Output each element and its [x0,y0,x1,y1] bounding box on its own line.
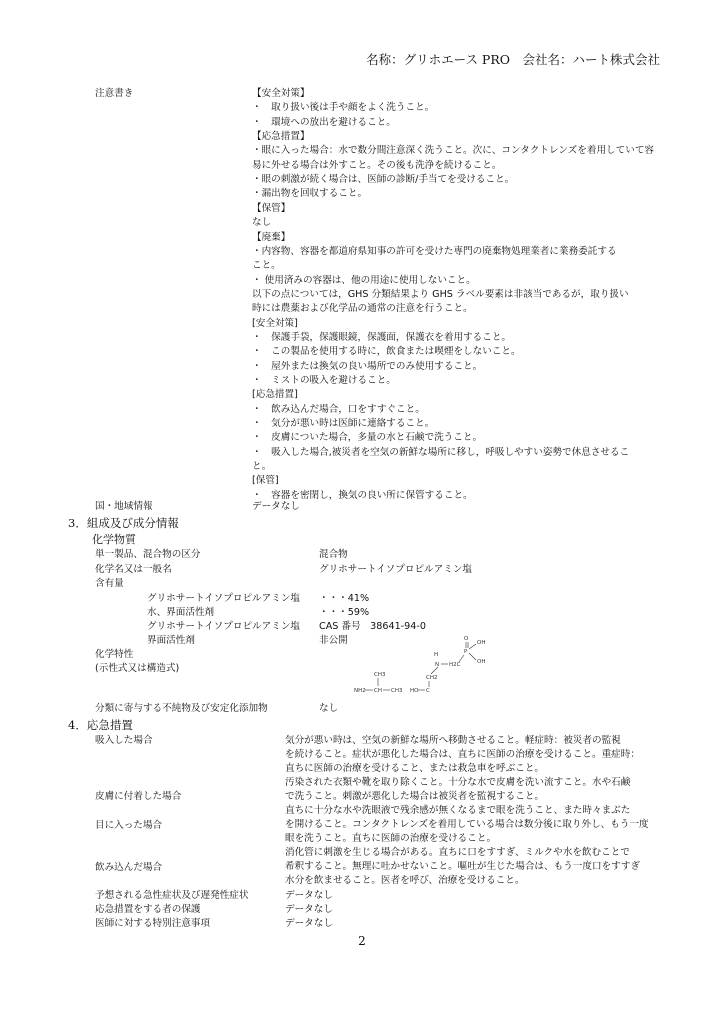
caution-line: ・ 飲み込んだ場合，口をすすぐこと。 [252,403,425,415]
caution-line: ・ 容器を密閉し，換気の良い所に保管すること。 [252,489,473,501]
caution-line: なし [252,217,272,229]
caution-line: ・ ミストの吸入を避けること。 [252,375,396,386]
impurity-label: 分類に寄与する不純物及び安定化添加物 [95,703,268,714]
oh-top-text: OH [477,640,486,646]
caution-line: ・漏出物を回収すること。 [252,188,368,200]
first-aid-line: を続けること。症状が悪化した場合は、直ちに医師の治療を受けること。重症時： [285,749,640,760]
h2c-text: H2C [449,662,461,668]
caution-line: ・ 気分が悪い時は医師に連絡すること。 [252,418,435,430]
formula-label: (示性式又は構造式) [95,663,180,674]
o-text: O [464,636,469,642]
caution-line: ・ 吸入した場合,被災者を空気の新鮮な場所に移し，呼吸しやすい姿勢で休息させるこ [252,446,630,458]
first-aid-line: 消化管に刺激を生じる場合がある。直ちに口をすすぎ、ミルクや水を飲むことで [285,847,630,858]
caution-line: ・ 保護手袋，保護眼鏡，保護面，保護衣を着用すること。 [252,331,512,343]
page-number: 2 [358,934,366,948]
p-text: P [464,649,468,655]
caution-line: 易に外せる場合は外すこと。その後も洗浄を続けること。 [252,159,502,171]
first-aid-line: 直ちに十分な水や洗眼液で残余感が無くなるまで眼を洗うこと、また時々まぶた [285,805,631,816]
content-name: グリホサートイソプロピルアミン塩 [147,593,301,604]
oh-right-text: OH [477,659,486,665]
nh2-text: NH2 [354,688,366,694]
content-value: 非公開 [319,635,348,646]
content-name: 界面活性剤 [147,635,195,646]
page-header: 名称：グリホエース PRO 会社名：ハート株式会社 [366,52,660,67]
caution-line: 時には農薬および化学品の通常の注意を行うこと。 [252,303,473,315]
caution-line: こと。 [252,260,281,272]
first-aid-line: を開けること。コンタクトレンズを着用している場合は数分後に取り外し、もう一度 [285,819,649,830]
h-text: H [434,652,439,658]
caution-line: [安全対策] [252,317,298,329]
caution-line: [応急措置] [252,389,298,401]
aid-tail-value: データなし [285,918,333,929]
caution-line: ・内容物、容器を都道府県知事の許可を受けた専門の廃棄物処理業者に業務委託する [252,245,617,257]
aid-tail-label: 予想される急性症状及び遅発性症状 [95,890,249,901]
eye-label: 目に入った場合 [95,820,163,831]
caution-line: ・ 使用済みの容器は、他の用途に使用しないこと。 [252,274,476,286]
structural-formula [346,632,496,698]
country-label: 国・地域情報 [95,501,153,512]
row-label: 単一製品、混合物の区分 [95,549,201,560]
row-label: 化学名又は一般名 [95,564,172,575]
section-3-subtitle: 化学物質 [92,533,136,546]
caution-line: 【保管】 [252,202,291,214]
caution-line: 【安全対策】 [252,88,310,99]
ingestion-label: 飲み込んだ場合 [95,862,163,873]
caution-line: ・ 屋外または換気の良い場所でのみ使用すること。 [252,360,483,372]
ch3-top-text: CH3 [374,672,386,678]
row-value: グリホサートイソプロピルアミン塩 [319,564,473,575]
first-aid-line: 眼を洗うこと。直ちに医師の治療を受けること。 [285,833,497,844]
caution-line: [保管] [252,475,279,487]
content-value: CAS 番号 38641-94-0 [319,621,426,632]
c-text: C [426,688,430,694]
caution-line: ・ 取り扱い後は手や顔をよく洗うこと。 [252,102,435,114]
ho-text: HO [410,688,419,694]
caution-label: 注意書き [95,88,134,99]
first-aid-line: で洗うこと。刺激が悪化した場合は被災者を監視すること。 [285,791,545,802]
skin-label: 皮膚に付着した場合 [95,791,182,802]
content-name: 水、界面活性剤 [147,607,215,618]
caution-line: ・ 皮膚についた場合，多量の水と石鹸で洗うこと。 [252,432,483,444]
content-value: ・・・41% [319,593,370,604]
ch3-right-text: CH3 [391,688,403,694]
inhalation-label: 吸入した場合 [95,735,153,746]
row-label: 含有量 [95,578,124,589]
caution-line: 以下の点については，GHS 分類結果より GHS ラベル要素は非該当であるが，取り扱い [252,288,629,300]
first-aid-line: 気分が悪い時は、空気の新鮮な場所へ移動させること。軽症時：被災者の監視 [285,735,621,746]
aid-tail-label: 応急措置をする者の保護 [95,904,201,915]
ch2-text: CH2 [426,675,438,681]
first-aid-line: 直ちに医師の治療を受けること、または救急車を呼ぶこと。 [285,763,545,774]
caution-line: ・ 環境への放出を避けること。 [252,116,396,128]
ch-text: CH [374,688,382,694]
impurity-value: なし [319,703,339,714]
caution-line: 【応急措置】 [252,131,310,143]
aid-tail-value: データなし [285,890,333,901]
section-4-title: 4．応急措置 [68,718,133,732]
section-3-title: 3．組成及び成分情報 [68,516,179,530]
first-aid-line: 汚染された衣類や靴を取り除くこと。十分な水で皮膚を洗い流すこと。水や石鹸 [285,777,631,788]
content-value: ・・・59% [319,607,370,618]
aid-tail-value: データなし [285,904,333,915]
aid-tail-label: 医師に対する特別注意事項 [95,918,211,929]
caution-line: ・ この製品を使用する時に，飲食または喫煙をしないこと。 [252,346,521,358]
first-aid-line: 希釈すること。無理に吐かせないこと。嘔吐が生じた場合は、もう一度口をすすぎ [285,861,641,872]
caution-line: ・眼に入った場合：水で数分間注意深く洗うこと。次に、コンタクトレンズを着用していて容 [252,145,655,157]
content-name: グリホサートイソプロピルアミン塩 [147,621,301,632]
caution-line: ・眼の刺激が続く場合は、医師の診断/手当てを受けること。 [252,174,515,186]
chem-property-label: 化学特性 [95,649,134,660]
row-value: 混合物 [319,549,348,560]
caution-line: 【廃棄】 [252,231,291,243]
n-text: N [435,662,440,668]
country-value: データなし [252,501,300,512]
first-aid-line: 水分を飲ませること。医者を呼び、治療を受けること。 [285,875,525,886]
caution-line: と。 [252,461,272,473]
